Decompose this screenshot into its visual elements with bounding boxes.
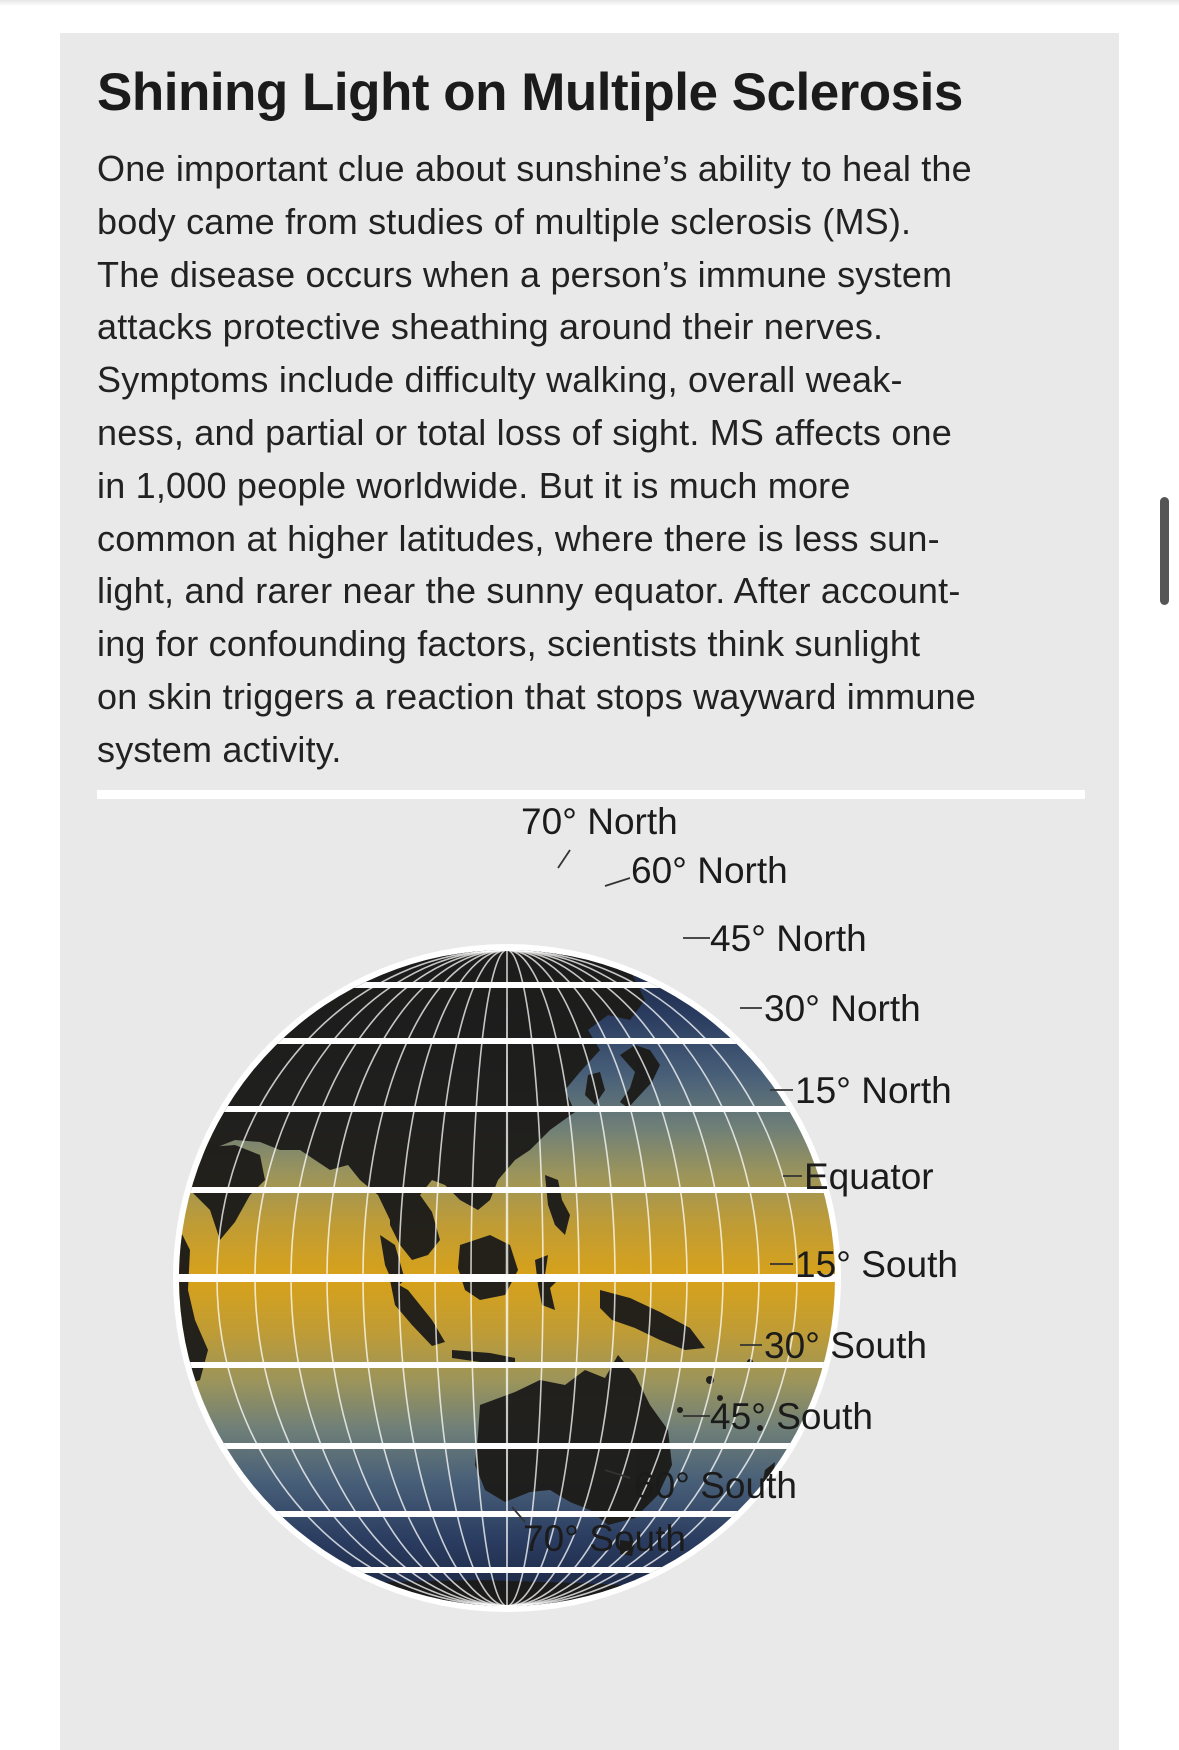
scrollbar-thumb[interactable] (1160, 497, 1169, 605)
label-60-south: 60° South (634, 1465, 797, 1506)
infographic-card (60, 33, 1119, 1750)
body-line: ness, and partial or total loss of sight. MS affects one (97, 411, 952, 453)
body-line: system activity. (97, 728, 342, 770)
label-15-north: 15° North (795, 1070, 952, 1111)
body-line: attacks protective sheathing around their nerves. (97, 306, 884, 348)
body-line: ing for confounding factors, scientists think sunlight (97, 623, 921, 665)
body-line: on skin triggers a reaction that stops wayward immune (97, 675, 976, 717)
label-15-south: 15° South (795, 1244, 958, 1285)
label-70-south: 70° South (523, 1518, 686, 1559)
top-shadow (0, 0, 1179, 6)
article-body (97, 143, 1097, 777)
label-45-south: 45° South (710, 1396, 873, 1437)
body-line: common at higher latitudes, where there is less sun- (97, 517, 940, 559)
page-title: Shining Light on Multiple Sclerosis (97, 63, 963, 122)
body-line: The disease occurs when a person’s immune system (97, 253, 953, 295)
label-equator: Equator (804, 1156, 934, 1197)
label-30-south: 30° South (764, 1325, 927, 1366)
label-60-north: 60° North (631, 850, 788, 891)
body-line: One important clue about sunshine’s ability to heal the (97, 148, 972, 189)
latitude-globe-diagram (60, 790, 1119, 1707)
body-line: in 1,000 people worldwide. But it is much more (97, 464, 851, 506)
label-70-north: 70° North (521, 801, 678, 842)
body-line: body came from studies of multiple sclerosis (MS). (97, 200, 912, 242)
body-line: light, and rarer near the sunny equator. After account- (97, 570, 961, 612)
label-45-north: 45° North (710, 918, 867, 959)
body-line: Symptoms include difficulty walking, overall weak- (97, 359, 903, 401)
pacific-island (677, 1407, 683, 1413)
label-30-north: 30° North (764, 988, 921, 1029)
